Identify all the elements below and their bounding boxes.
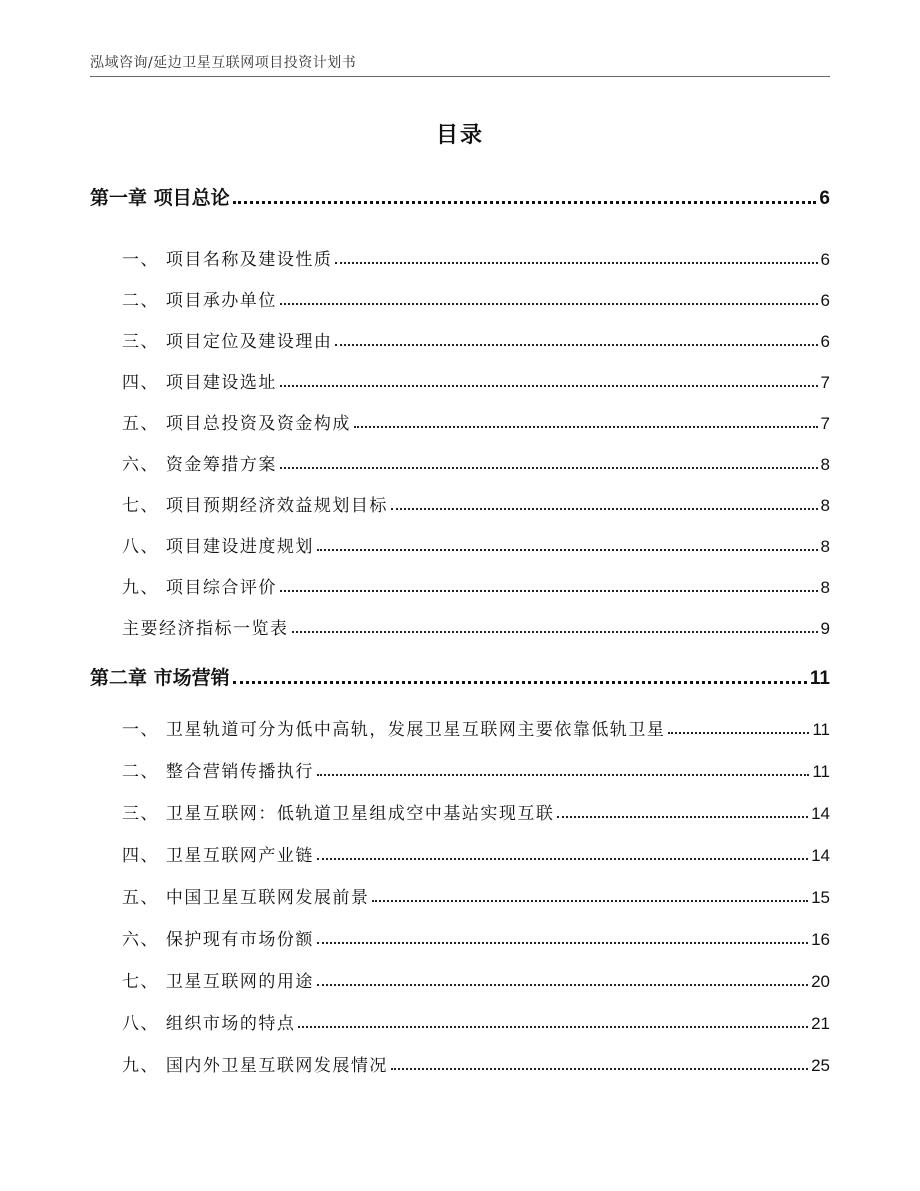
toc-section-entry[interactable] bbox=[90, 369, 830, 393]
toc-page-number: 6 bbox=[820, 250, 830, 269]
toc-dot-leader bbox=[280, 467, 818, 469]
toc-section-entry[interactable] bbox=[90, 615, 830, 639]
toc-dot-leader bbox=[317, 984, 808, 986]
toc-entry-label: 六、 保护现有市场份额 bbox=[122, 930, 314, 950]
toc-page-number: 9 bbox=[820, 619, 830, 638]
toc-section-entry[interactable] bbox=[90, 758, 830, 782]
toc-dot-leader bbox=[280, 590, 818, 592]
toc-dot-leader bbox=[668, 732, 809, 734]
toc-section-entry[interactable] bbox=[90, 800, 830, 824]
toc-section-entry[interactable] bbox=[90, 884, 830, 908]
toc-entry-label: 五、 项目总投资及资金构成 bbox=[122, 414, 351, 434]
toc-page-number: 11 bbox=[812, 762, 830, 781]
toc-entry-label: 三、 卫星互联网：低轨道卫星组成空中基站实现互联 bbox=[122, 804, 555, 824]
toc-page-number: 21 bbox=[811, 1014, 830, 1033]
toc-entry-label: 九、 国内外卫星互联网发展情况 bbox=[122, 1056, 388, 1076]
toc-entry-label: 六、 资金筹措方案 bbox=[122, 455, 277, 475]
toc-entry-label: 二、 整合营销传播执行 bbox=[122, 762, 314, 782]
toc-page-number: 7 bbox=[820, 414, 830, 433]
toc-section-entry[interactable] bbox=[90, 1010, 830, 1034]
toc-section-entry[interactable] bbox=[90, 533, 830, 557]
toc-entry-label: 九、 项目综合评价 bbox=[122, 578, 277, 598]
toc-entry-label: 一、 卫星轨道可分为低中高轨，发展卫星互联网主要依靠低轨卫星 bbox=[122, 720, 666, 740]
toc-title: 目录 bbox=[435, 123, 484, 148]
running-header: 泓域咨询/延边卫星互联网项目投资计划书 bbox=[90, 55, 357, 71]
toc-dot-leader bbox=[317, 858, 808, 860]
toc-dot-leader bbox=[233, 201, 817, 204]
toc-page-number: 16 bbox=[811, 930, 830, 949]
toc-section-entry[interactable] bbox=[90, 246, 830, 270]
header-divider bbox=[90, 76, 830, 77]
toc-dot-leader bbox=[335, 344, 817, 346]
toc-dot-leader bbox=[317, 549, 818, 551]
toc-entry-label: 四、 卫星互联网产业链 bbox=[122, 846, 314, 866]
toc-page-number: 6 bbox=[820, 291, 830, 310]
toc-entry-label: 七、 项目预期经济效益规划目标 bbox=[122, 496, 388, 516]
toc-entry-label: 主要经济指标一览表 bbox=[122, 619, 289, 639]
toc-entry-label: 一、 项目名称及建设性质 bbox=[122, 250, 333, 270]
toc-dot-leader bbox=[317, 774, 809, 776]
toc-section-entry[interactable] bbox=[90, 926, 830, 950]
toc-page-number: 8 bbox=[820, 496, 830, 515]
toc-section-entry[interactable] bbox=[90, 574, 830, 598]
toc-section-entry[interactable] bbox=[90, 716, 830, 740]
toc-page-number: 25 bbox=[811, 1056, 830, 1075]
toc-chapter-entry[interactable] bbox=[90, 184, 830, 210]
toc-dot-leader bbox=[280, 385, 818, 387]
toc-dot-leader bbox=[391, 1068, 808, 1070]
toc-section-entry[interactable] bbox=[90, 410, 830, 434]
toc-section-entry[interactable] bbox=[90, 287, 830, 311]
toc-page-number: 15 bbox=[811, 888, 830, 907]
toc-entry-label: 二、 项目承办单位 bbox=[122, 291, 277, 311]
toc-page-number: 14 bbox=[811, 804, 830, 823]
toc-entry-label: 第一章 项目总论 bbox=[90, 187, 230, 209]
toc-section-entry[interactable] bbox=[90, 968, 830, 992]
toc-entry-label: 第二章 市场营销 bbox=[90, 667, 230, 689]
toc-section-entry[interactable] bbox=[90, 1052, 830, 1076]
toc-dot-leader bbox=[391, 508, 818, 510]
toc-section-entry[interactable] bbox=[90, 492, 830, 516]
toc-section-entry[interactable] bbox=[90, 451, 830, 475]
toc-dot-leader bbox=[280, 303, 818, 305]
toc-entry-label: 三、 项目定位及建设理由 bbox=[122, 332, 333, 352]
toc-dot-leader bbox=[335, 262, 817, 264]
toc-dot-leader bbox=[317, 942, 808, 944]
toc-page-number: 11 bbox=[809, 668, 830, 689]
toc-dot-leader bbox=[298, 1026, 808, 1028]
toc-section-entry[interactable] bbox=[90, 328, 830, 352]
toc-page-number: 7 bbox=[820, 373, 830, 392]
toc-dot-leader bbox=[557, 816, 808, 818]
toc-page-number: 20 bbox=[811, 972, 830, 991]
toc-page-number: 11 bbox=[812, 720, 830, 739]
toc-dot-leader bbox=[292, 631, 818, 633]
toc-dot-leader bbox=[372, 900, 808, 902]
toc-page-number: 8 bbox=[820, 537, 830, 556]
toc-chapter-entry[interactable] bbox=[90, 664, 830, 690]
toc-page-number: 6 bbox=[820, 332, 830, 351]
toc-entry-label: 八、 项目建设进度规划 bbox=[122, 537, 314, 557]
toc-entry-label: 八、 组织市场的特点 bbox=[122, 1014, 296, 1034]
toc-page-number: 8 bbox=[820, 455, 830, 474]
toc-entry-label: 四、 项目建设选址 bbox=[122, 373, 277, 393]
toc-page-number: 8 bbox=[820, 578, 830, 597]
toc-entry-label: 七、 卫星互联网的用途 bbox=[122, 972, 314, 992]
toc-dot-leader bbox=[354, 426, 818, 428]
toc-page-number: 6 bbox=[819, 188, 830, 209]
toc-dot-leader bbox=[233, 681, 807, 684]
toc-page-number: 14 bbox=[811, 846, 830, 865]
toc-entry-label: 五、 中国卫星互联网发展前景 bbox=[122, 888, 370, 908]
toc-section-entry[interactable] bbox=[90, 842, 830, 866]
